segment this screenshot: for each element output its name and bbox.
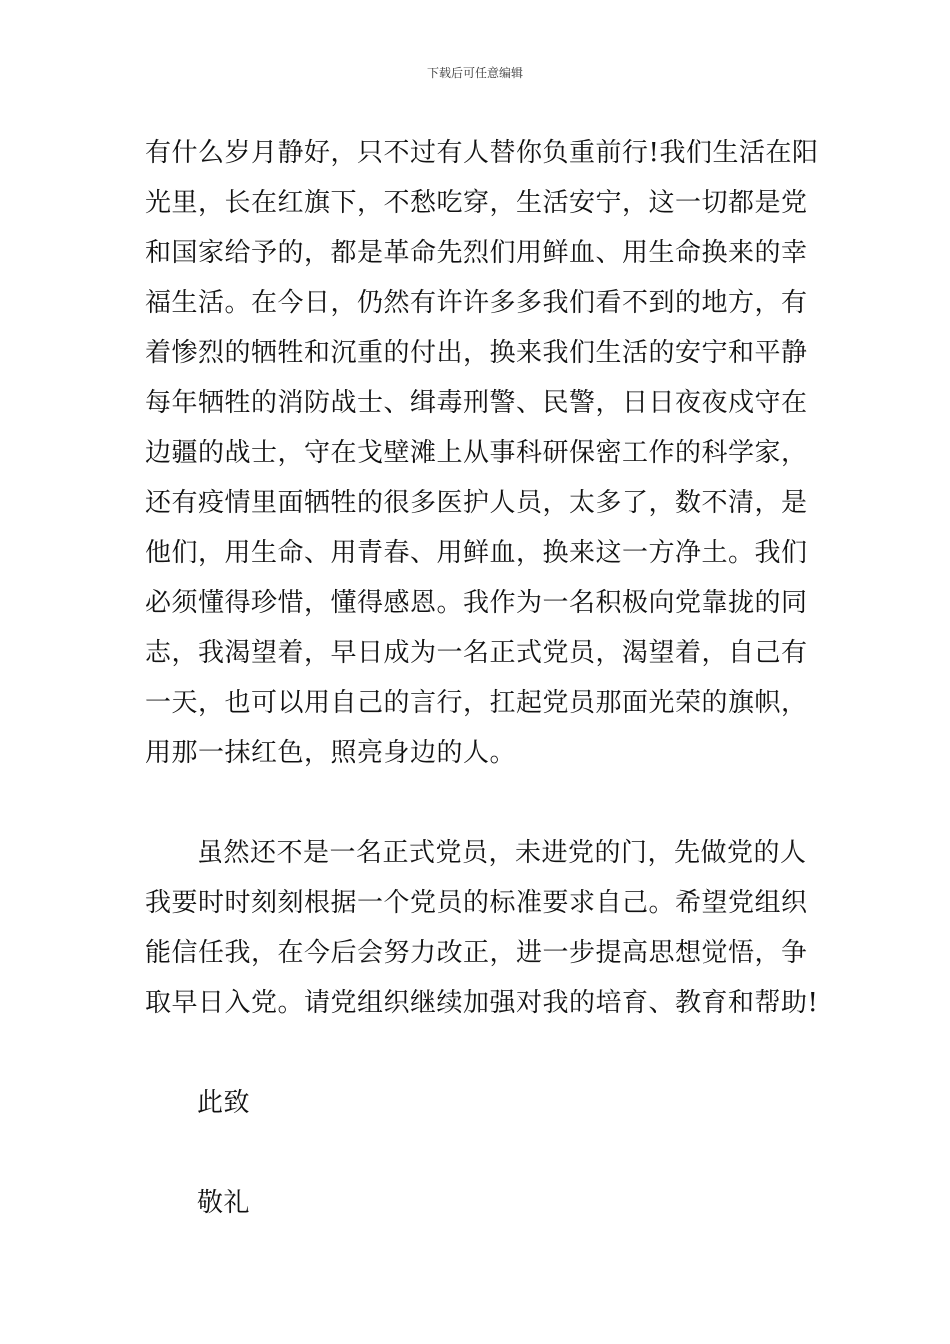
text-line: 有什么岁月静好，只不过有人替你负重前行!我们生活在阳 [145,138,819,168]
letter-body [145,128,819,1228]
text-line: 虽然还不是一名正式党员，未进党的门，先做党的人 [197,838,807,868]
paragraph-2 [145,828,819,1028]
paragraph-spacer [145,1028,810,1078]
text-line: 还有疫情里面牺牲的很多医护人员，太多了，数不清，是 [145,488,808,518]
text-line: 用那一抹红色，照亮身边的人。 [145,738,517,768]
text-line: 我要时时刻刻根据一个党员的标准要求自己。希望党组织 [145,888,808,918]
text-line: 一天，也可以用自己的言行，扛起党员那面光荣的旗帜， [145,688,808,718]
text-line: 取早日入党。请党组织继续加强对我的培育、教育和帮助! [145,988,819,1018]
text-line: 福生活。在今日，仍然有许许多多我们看不到的地方，有 [145,288,808,318]
page-header: 下载后可任意编辑 [426,66,523,80]
text-line: 边疆的战士，守在戈壁滩上从事科研保密工作的科学家， [145,438,808,468]
paragraph-spacer [145,1128,810,1178]
text-line: 必须懂得珍惜，懂得感恩。我作为一名积极向党靠拢的同 [145,588,808,618]
closing-regards: 敬礼 [197,1188,251,1218]
text-line: 志，我渴望着，早日成为一名正式党员，渴望着，自己有 [145,638,808,668]
closing-salutation: 此致 [197,1088,251,1118]
text-line: 和国家给予的，都是革命先烈们用鲜血、用生命换来的幸 [145,238,808,268]
paragraph-1 [145,128,819,778]
paragraph-spacer [145,778,810,828]
text-line: 每年牺牲的消防战士、缉毒刑警、民警，日日夜夜戍守在 [145,388,808,418]
text-line: 着惨烈的牺牲和沉重的付出，换来我们生活的安宁和平静 [145,338,808,368]
text-line: 能信任我，在今后会努力改正，进一步提高思想觉悟，争 [145,938,808,968]
text-line: 他们，用生命、用青春、用鲜血，换来这一方净土。我们 [145,538,808,568]
text-line: 光里，长在红旗下，不愁吃穿，生活安宁，这一切都是党 [145,188,808,218]
